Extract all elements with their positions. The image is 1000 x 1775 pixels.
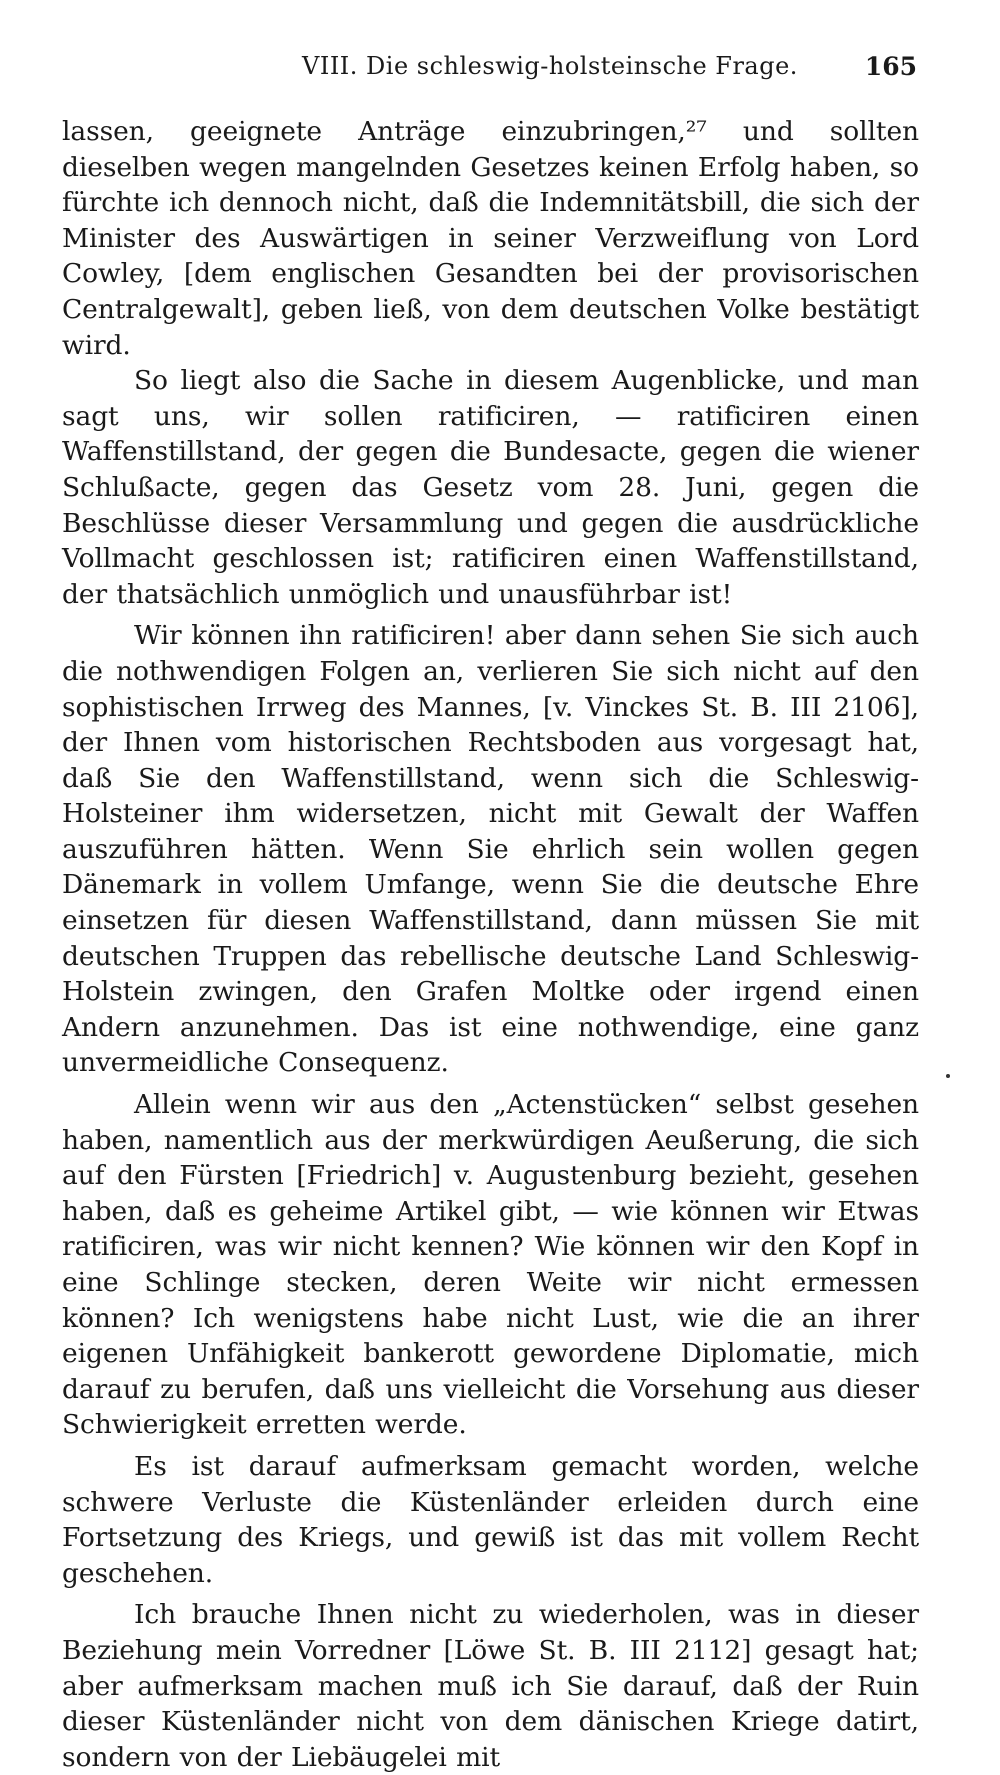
page-number: 165 <box>864 52 917 81</box>
paragraph-6: Ich brauche Ihnen nicht zu wiederholen, was in dieser Beziehung mein Vorredner [Löwe St. B. III 2112] gesagt hat; aber aufmerksam machen muß ich Sie darauf, daß der Ruin dieser Küstenländer nicht von dem dänischen Kriege datirt, sondern von der Liebäugelei mit <box>62 1599 919 1773</box>
book-page <box>62 52 919 1775</box>
running-header <box>62 52 919 92</box>
chapter-title: VIII. Die schleswig-holsteinsche Frage. <box>302 52 798 80</box>
paragraph-1: lassen, geeignete Anträge einzubringen,²⁷ und sollten dieselben wegen mangelnden Gesetzes keinen Erfolg haben, so fürchte ich dennoch nicht, daß die Indemnitätsbill, die sich der Minister des Auswärtigen in seiner Verzweiflung von Lord Cowley, [dem englischen Gesandten bei der provisorischen Centralgewalt], geben ließ, von dem deutschen Volke bestätigt wird. <box>62 116 919 361</box>
scan-speck <box>946 1074 950 1078</box>
body-text <box>62 114 919 1775</box>
paragraph-3: Wir können ihn ratificiren! aber dann sehen Sie sich auch die nothwendigen Folgen an, verlieren Sie sich nicht auf den sophistischen Irrweg des Mannes, [v. Vinckes St. B. III 2106], der Ihnen vom historischen Rechtsboden aus vorgesagt hat, daß Sie den Waffenstillstand, wenn sich die Schleswig-Holsteiner ihm widersetzen, nicht mit Gewalt der Waffen auszuführen hätten. Wenn Sie ehrlich sein wollen gegen Dänemark in vollem Umfange, wenn Sie die deutsche Ehre einsetzen für diesen Waffenstillstand, dann müssen Sie mit deutschen Truppen das rebellische deutsche Land Schleswig-Holstein zwingen, den Grafen Moltke oder irgend einen Andern anzunehmen. Das ist eine nothwendige, eine ganz unvermeidliche Consequenz. <box>62 620 919 1079</box>
paragraph-2: So liegt also die Sache in diesem Augenblicke, und man sagt uns, wir sollen ratificiren, — ratificiren einen Waffenstillstand, der gegen die Bundesacte, gegen die wiener Schlußacte, gegen das Gesetz vom 28. Juni, gegen die Beschlüsse dieser Versammlung und gegen die ausdrückliche Vollmacht geschlossen ist; ratificiren einen Waffenstillstand, der thatsächlich unmöglich und unausführbar ist! <box>62 365 919 610</box>
paragraph-5: Es ist darauf aufmerksam gemacht worden, welche schwere Verluste die Küstenländer erleiden durch eine Fortsetzung des Kriegs, und gewiß ist das mit vollem Recht geschehen. <box>62 1450 919 1589</box>
paragraph-4: Allein wenn wir aus den „Actenstücken“ selbst gesehen haben, namentlich aus der merkwürdigen Aeußerung, die sich auf den Fürsten [Friedrich] v. Augustenburg bezieht, gesehen haben, daß es geheime Artikel gibt, — wie können wir Etwas ratificiren, was wir nicht kennen? Wie können wir den Kopf in eine Schlinge stecken, deren Weite wir nicht ermessen können? Ich wenigstens habe nicht Lust, wie die an ihrer eigenen Unfähigkeit bankerott gewordene Diplomatie, mich darauf zu berufen, daß uns vielleicht die Vorsehung aus dieser Schwierigkeit erretten werde. <box>62 1089 919 1441</box>
